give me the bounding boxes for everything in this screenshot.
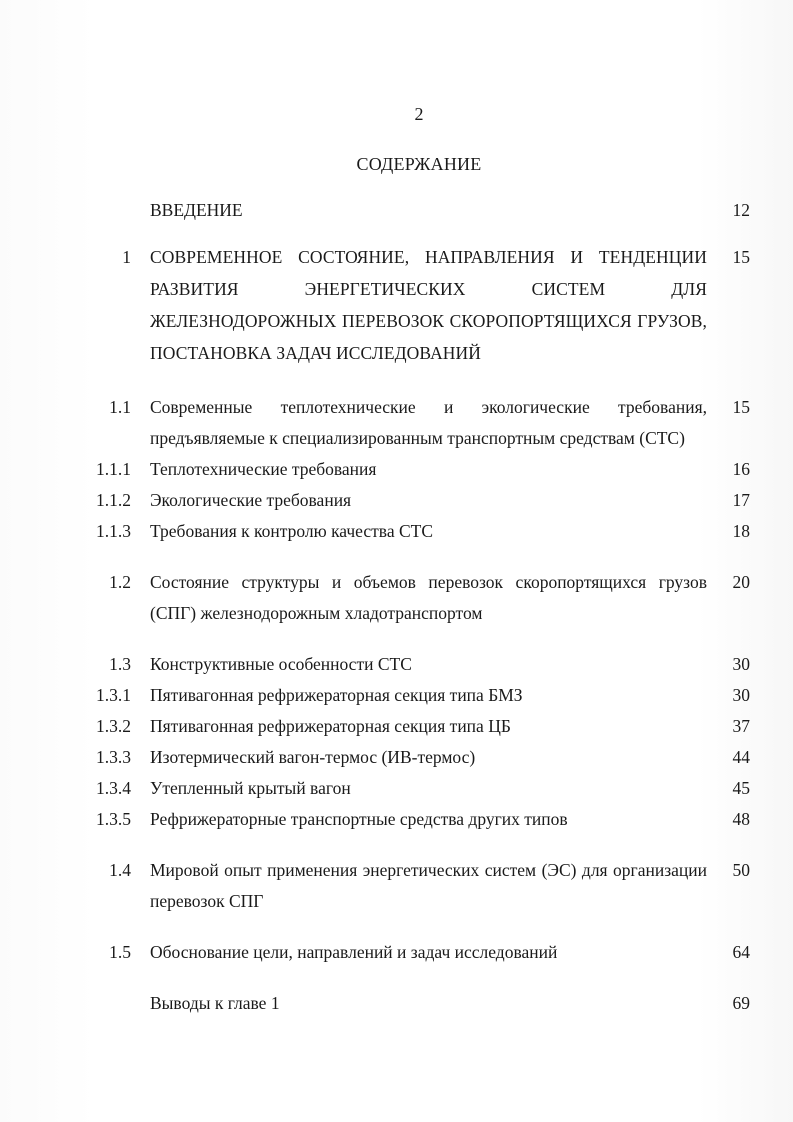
- toc-entry-page: 44: [732, 747, 750, 767]
- toc-entry-1-1-2: [0, 485, 793, 516]
- toc-entry-page: 15: [732, 247, 750, 267]
- toc-entry-number: 1.1.1: [96, 459, 131, 479]
- spacer: [0, 629, 793, 649]
- toc-entry-1-1-1: [0, 454, 793, 485]
- toc-entry-title: Мировой опыт применения энергетических систем (ЭС) для организации перевозок СПГ: [150, 860, 707, 911]
- toc-entry-number: 1.3.4: [96, 778, 131, 798]
- toc-entry-page: 64: [732, 942, 750, 962]
- spacer: [0, 226, 793, 241]
- toc-entry-number: 1.5: [109, 942, 131, 962]
- toc-entry-number: 1.3: [109, 654, 131, 674]
- toc-entry-title: Изотермический вагон-термос (ИВ-термос): [150, 747, 476, 767]
- toc-entry-title: Пятивагонная рефрижераторная секция типа ЦБ: [150, 716, 511, 736]
- toc-entry-title: Выводы к главе 1: [150, 993, 280, 1013]
- toc-entry-1-3-1: [0, 680, 793, 711]
- toc-entry-1-2: [0, 567, 793, 629]
- toc-entry-page: 48: [732, 809, 750, 829]
- table-of-contents: [0, 195, 793, 1019]
- toc-entry-1-5: [0, 937, 793, 968]
- toc-entry-number: 1.4: [109, 860, 131, 880]
- toc-entry-number: 1.3.5: [96, 809, 131, 829]
- toc-entry-1-4: [0, 855, 793, 917]
- spacer: [0, 835, 793, 855]
- toc-entry-title: Утепленный крытый вагон: [150, 778, 351, 798]
- spacer: [0, 917, 793, 937]
- toc-entry-1-3-2: [0, 711, 793, 742]
- toc-entry-title: Требования к контролю качества СТС: [150, 521, 433, 541]
- toc-entry-number: 1.3.2: [96, 716, 131, 736]
- toc-entry-1-1: [0, 392, 793, 454]
- toc-entry-title: Современные теплотехнические и экологические требования, предъявляемые к специализированным транспортным средствам (СТС): [150, 397, 707, 448]
- toc-entry-number: 1.1.2: [96, 490, 131, 510]
- toc-entry-page: 69: [732, 993, 750, 1013]
- toc-entry-number: 1.2: [109, 572, 131, 592]
- toc-entry-page: 15: [732, 397, 750, 417]
- toc-title: СОДЕРЖАНИЕ: [356, 154, 482, 174]
- toc-entry-title: ВВЕДЕНИЕ: [150, 200, 243, 220]
- toc-entry-page: 30: [732, 685, 750, 705]
- spacer: [0, 547, 793, 567]
- toc-entry-title: Рефрижераторные транспортные средства других типов: [150, 809, 568, 829]
- toc-entry-conclusions: [0, 988, 793, 1019]
- toc-entry-1-1-3: [0, 516, 793, 547]
- toc-entry-1-3-4: [0, 773, 793, 804]
- toc-entry-title: Конструктивные особенности СТС: [150, 654, 412, 674]
- page-number: 2: [414, 104, 424, 124]
- toc-entry-number: 1: [122, 247, 131, 267]
- toc-entry-number: 1.3.3: [96, 747, 131, 767]
- toc-entry-title: Теплотехнические требования: [150, 459, 377, 479]
- toc-entry-1-3: [0, 649, 793, 680]
- toc-entry-1-3-3: [0, 742, 793, 773]
- toc-entry-title: Пятивагонная рефрижераторная секция типа БМЗ: [150, 685, 523, 705]
- toc-entry-page: 18: [732, 521, 750, 541]
- toc-entry-number: 1.1: [109, 397, 131, 417]
- toc-entry-page: 17: [732, 490, 750, 510]
- toc-entry-page: 16: [732, 459, 750, 479]
- toc-entry-page: 30: [732, 654, 750, 674]
- toc-entry-number: 1.1.3: [96, 521, 131, 541]
- toc-entry-1-3-5: [0, 804, 793, 835]
- toc-entry-chapter-1: [0, 241, 793, 369]
- toc-entry-page: 37: [732, 716, 750, 736]
- toc-entry-number: 1.3.1: [96, 685, 131, 705]
- toc-entry-page: 12: [732, 200, 750, 220]
- spacer: [0, 968, 793, 988]
- toc-entry-introduction: [0, 195, 793, 226]
- toc-entry-page: 20: [732, 572, 750, 592]
- toc-entry-title: Экологические требования: [150, 490, 352, 510]
- toc-entry-page: 50: [732, 860, 750, 880]
- toc-entry-title: СОВРЕМЕННОЕ СОСТОЯНИЕ, НАПРАВЛЕНИЯ И ТЕНДЕНЦИИ РАЗВИТИЯ ЭНЕРГЕТИЧЕСКИХ СИСТЕМ ДЛЯ ЖЕЛЕЗНОДОРОЖНЫХ ПЕРЕВОЗОК СКОРОПОРТЯЩИХСЯ ГРУЗОВ, ПОСТАНОВКА ЗАДАЧ ИССЛЕДОВАНИЙ: [150, 247, 707, 363]
- toc-entry-title: Обоснование цели, направлений и задач исследований: [150, 942, 558, 962]
- spacer: [0, 369, 793, 392]
- toc-entry-title: Состояние структуры и объемов перевозок скоропортящихся грузов (СПГ) железнодорожным хладотранспортом: [150, 572, 707, 623]
- toc-entry-page: 45: [732, 778, 750, 798]
